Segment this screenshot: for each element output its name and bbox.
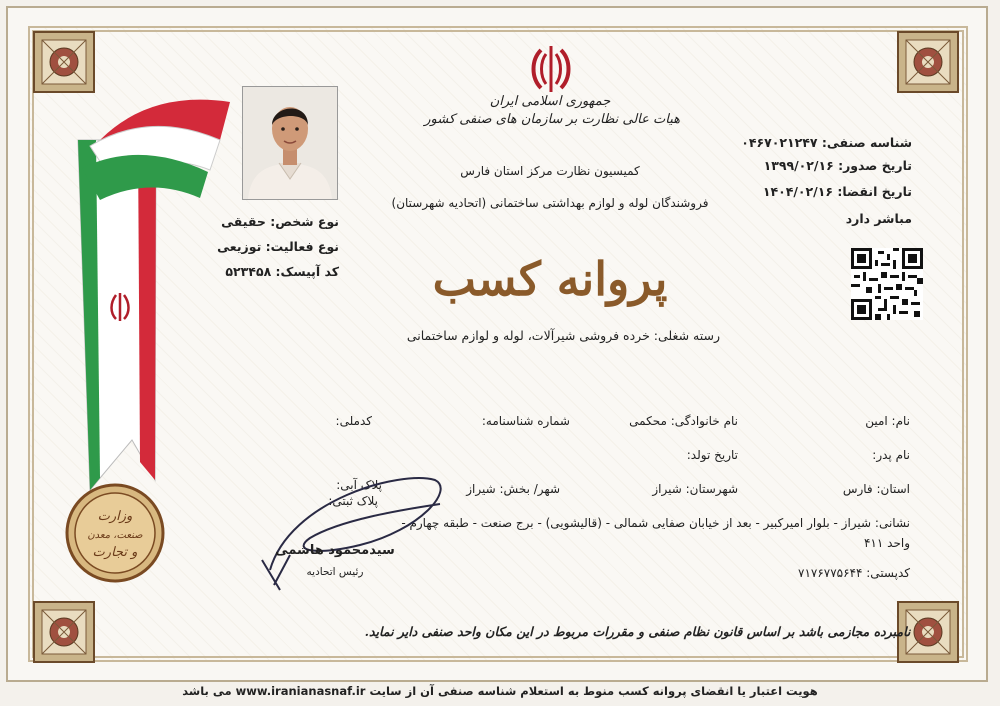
field-id-number: شماره شناسنامه: [481, 414, 570, 428]
header-commission: کمیسیون نظارت مرکز استان فارس [460, 164, 640, 178]
occupation-line: رسته شغلی: خرده فروشی شیرآلات، لوله و لوازم ساختمانی [406, 328, 720, 343]
signature-mark [250, 460, 460, 600]
guild-id: شناسه صنفی: ۰۴۶۷۰۲۱۲۴۷ [741, 135, 912, 150]
seal-text-top: وزارت [97, 509, 133, 524]
expiry-date: تاریخ انقضا: ۱۴۰۴/۰۲/۱۶ [762, 184, 912, 199]
verification-line: هویت اعتبار یا انقضای پروانه کسب منوط به استعلام شناسه صنفی آن از سایت www.iranianasnaf.ir می باشد [182, 684, 818, 698]
activity-type: نوع فعالیت: توزیعی [217, 239, 339, 254]
field-city-district: شهر/ بخش: شیراز [466, 482, 560, 496]
apisak-code: کد آپیسک: ۵۲۳۴۵۸ [225, 264, 339, 279]
field-national-code: کدملی: [335, 414, 372, 428]
qr-code-icon [851, 248, 923, 320]
field-family-name: نام خانوادگی: محکمی [629, 414, 738, 428]
field-county: شهرستان: شیراز [652, 482, 738, 496]
field-province: استان: فارس [842, 482, 910, 496]
corner-ornament-bottom-left [32, 594, 102, 664]
field-address-line1: نشانی: شیراز - بلوار امیرکبیر - بعد از خیابان صفایی شمالی - (قالیشویی) - برج صنعت - طبقه چهارم - [401, 516, 910, 530]
ministry-seal [64, 482, 166, 584]
person-type: نوع شخص: حقیقی [221, 214, 339, 229]
footer-note: نامبرده مجازمی باشد بر اساس قانون نظام صنفی و مقررات مربوط در این مکان واحد صنفی دایر نماید. [364, 624, 911, 639]
seal-text-bottom: و تجارت [92, 545, 138, 560]
header-board: هیات عالی نظارت بر سازمان های صنفی کشور [424, 112, 680, 127]
signatory-title: رئیس اتحادیه [306, 566, 364, 578]
issue-date: تاریخ صدور: ۱۳۹۹/۰۲/۱۶ [763, 158, 912, 173]
field-postal-code: کدپستی: ۷۱۷۶۷۷۵۶۴۴ [798, 566, 910, 580]
corner-ornament-top-right [890, 30, 960, 100]
signatory-name: سیدمحمود هاشمی [275, 543, 395, 558]
header-republic: جمهوری اسلامی ایران [489, 94, 611, 109]
flag-ribbon [60, 80, 235, 500]
field-address-line2: واحد ۴۱۱ [863, 536, 910, 550]
field-name: نام: امین [865, 414, 910, 428]
field-father-name: نام پدر: [872, 448, 910, 462]
holder-photo [242, 86, 338, 200]
header-union: فروشندگان لوله و لوازم بهداشتی ساختمانی (اتحادیه شهرستان) [391, 196, 709, 210]
field-birth-date: تاریخ تولد: [686, 448, 738, 462]
direct-status: مباشر دارد [845, 211, 912, 226]
field-plaque-blue: پلاک آبی: [336, 478, 382, 492]
document-title: پروانه کسب [432, 252, 668, 306]
iran-emblem-icon [527, 44, 575, 94]
field-plaque-registered: پلاک ثبتی: [328, 494, 378, 508]
seal-text-mid: صنعت، معدن [87, 530, 143, 541]
